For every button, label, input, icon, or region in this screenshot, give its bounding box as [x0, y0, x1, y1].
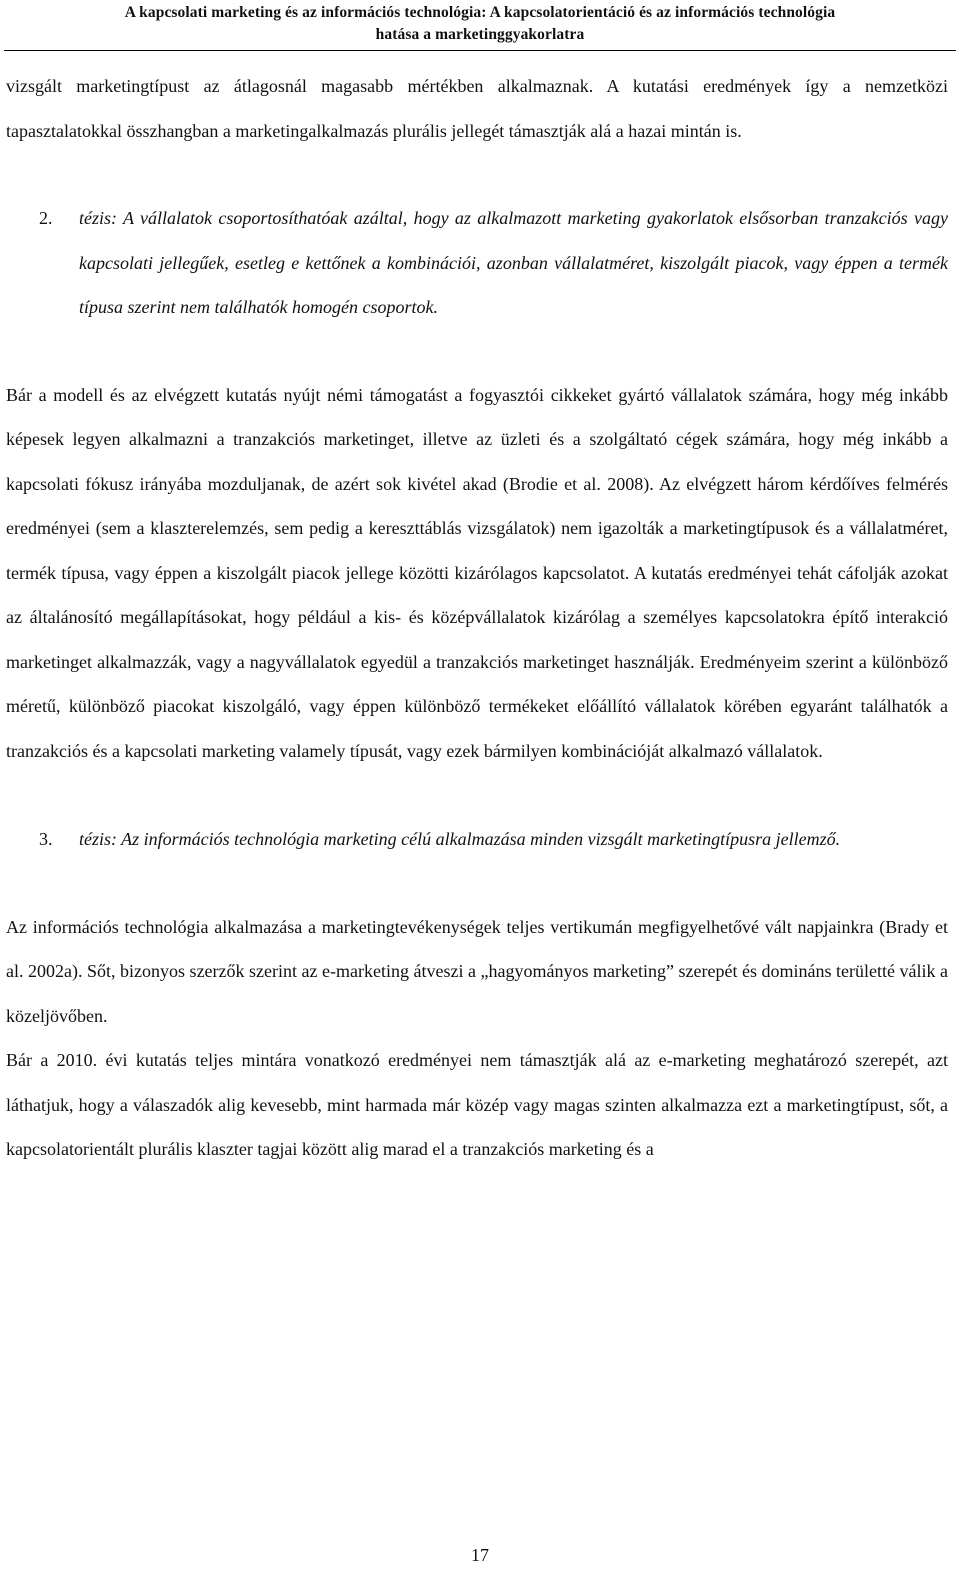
paragraph-intro: vizsgált marketingtípust az átlagosnál magasabb mértékben alkalmaznak. A kutatási eredmények így a nemzetközi tapasztalatokkal összhangban a marketingalkalmazás plurális jellegét támasztják alá a hazai mintán is.: [6, 76, 948, 141]
running-header-line-1: A kapcsolati marketing és az információs technológia: A kapcsolatorientáció és az információs technológia: [124, 4, 836, 21]
page-body: [6, 64, 948, 1172]
paragraph-it-usage: Az információs technológia alkalmazása a marketingtevékenységek teljes vertikumán megfigyelhetővé vált napjainkra (Brady et al. 2002a). Sőt, bizonyos szerzők szerint az e-marketing átveszi a „hagyományos marketing” szerepét és domináns területté válik a közeljövőben.: [6, 916, 948, 1026]
page-number: 17: [471, 1545, 489, 1565]
thesis-3: [6, 817, 948, 862]
thesis-2: [6, 196, 948, 330]
paragraph-results: Bár a 2010. évi kutatás teljes mintára vonatkozó eredményei nem támasztják alá az e-marketing meghatározó szerepét, azt láthatjuk, hogy a válaszadók alig kevesebb, mint harmada már közép vagy magas szinten alkalmazza ezt a marketingtípust, sőt, a kapcsolatorientált plurális klaszter tagjai között alig marad el a tranzakciós marketing és a: [6, 1050, 948, 1159]
thesis-3-text: tézis: Az információs technológia marketing célú alkalmazása minden vizsgált marketingtípusra jellemző.: [79, 829, 841, 849]
running-header-line-2: hatása a marketinggyakorlatra: [375, 26, 585, 43]
thesis-3-number: 3.: [39, 829, 53, 849]
thesis-2-text: tézis: A vállalatok csoportosíthatóak azáltal, hogy az alkalmazott marketing gyakorlatok elsősorban tranzakciós vagy kapcsolati jellegűek, esetleg e kettőnek a kombinációi, azonban vállalatméret, kiszolgált piacok, vagy éppen a termék típusa szerint nem találhatók homogén csoportok.: [79, 208, 948, 317]
header-divider: [4, 50, 956, 51]
running-header: [4, 2, 956, 46]
thesis-2-number: 2.: [39, 208, 53, 228]
paragraph-discussion: Bár a modell és az elvégzett kutatás nyújt némi támogatást a fogyasztói cikkeket gyártó vállalatok számára, hogy még inkább képesek legyen alkalmazni a tranzakciós marketinget, illetve az üzleti és a szolgáltató cégek számára, hogy még inkább a kapcsolati fókusz irányába mozduljanak, de azért sok kivétel akad (Brodie et al. 2008). Az elvégzett három kérdőíves felmérés eredményei (sem a klaszterelemzés, sem pedig a kereszttáblás vizsgálatok) nem igazolták a marketingtípusok és a vállalatméret, termék típusa, vagy éppen a kiszolgált piacok jellege közötti kizárólagos kapcsolatot. A kutatás eredményei tehát cáfolják azokat az általánosító megállapításokat, hogy például a kis- és középvállalatok kizárólag a személyes kapcsolatokra építő interakció marketinget alkalmazzák, vagy a nagyvállalatok egyedül a tranzakciós marketinget használják. Eredményeim szerint a különböző méretű, különböző piacokat kiszolgáló, vagy éppen különböző termékeket előállító vállalatok körében egyaránt találhatók a tranzakciós és a kapcsolati marketing valamely típusát, vagy ezek bármilyen kombinációját alkalmazó vállalatok.: [6, 384, 948, 761]
